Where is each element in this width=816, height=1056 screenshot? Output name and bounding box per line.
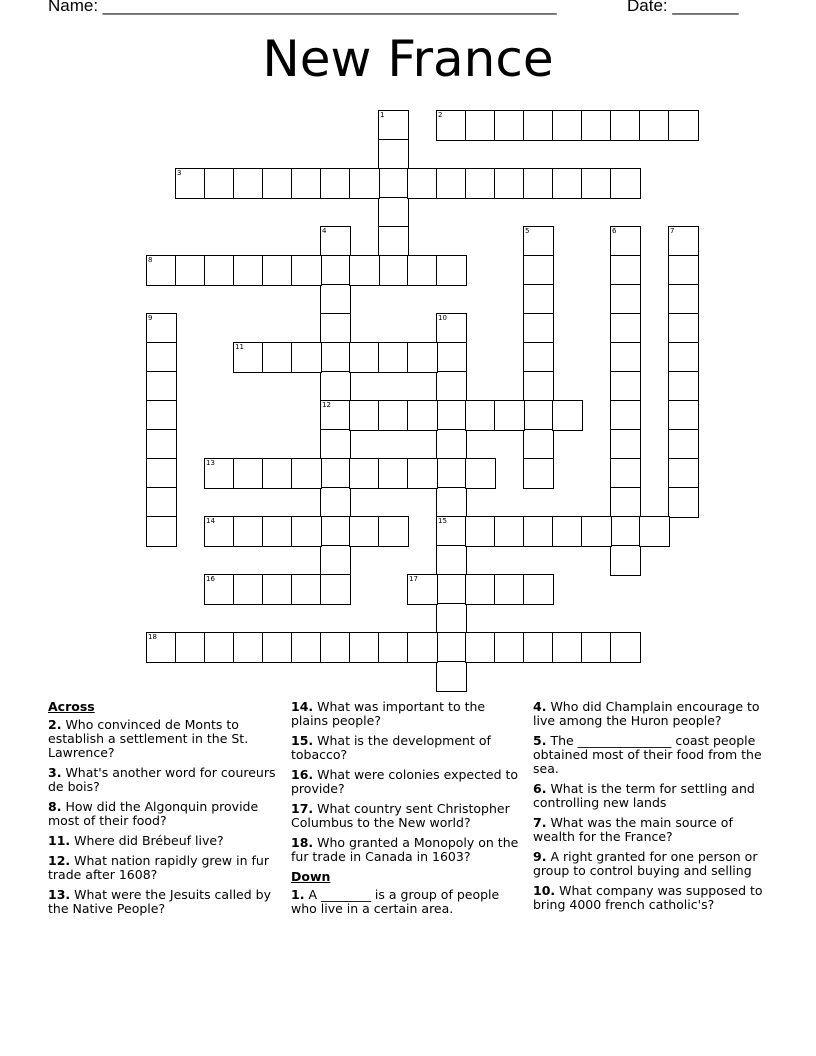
- grid-cell[interactable]: [320, 632, 351, 663]
- grid-cell[interactable]: [523, 516, 554, 547]
- grid-cell[interactable]: [407, 400, 438, 431]
- grid-cell[interactable]: [523, 400, 554, 431]
- page-title: New France: [262, 30, 554, 88]
- grid-cell[interactable]: [378, 139, 409, 170]
- grid-cell[interactable]: [378, 342, 409, 373]
- clue-column-2: [291, 700, 523, 922]
- grid-cell[interactable]: [523, 458, 554, 489]
- grid-cell[interactable]: [523, 255, 554, 286]
- clue-across-16: 16. What were colonies expected to provide?: [291, 767, 519, 796]
- grid-cell[interactable]: [639, 110, 670, 141]
- grid-cell[interactable]: [668, 313, 699, 344]
- grid-cell[interactable]: [610, 110, 641, 141]
- grid-cell[interactable]: [523, 632, 554, 663]
- clue-down-5: 5. The _______________ coast people obtained most of their food from the sea.: [533, 733, 762, 776]
- grid-cell[interactable]: [552, 168, 583, 199]
- name-field[interactable]: Name: ________________________________________________: [48, 0, 557, 15]
- grid-cell[interactable]: [175, 632, 206, 663]
- grid-cell[interactable]: [262, 632, 293, 663]
- grid-cell[interactable]: [465, 574, 496, 605]
- grid-cell[interactable]: [494, 110, 525, 141]
- grid-cell[interactable]: [610, 371, 641, 402]
- grid-cell[interactable]: [320, 342, 351, 373]
- grid-cell[interactable]: [204, 574, 235, 605]
- grid-cell[interactable]: [436, 661, 467, 692]
- grid-cell[interactable]: [523, 342, 554, 373]
- grid-cell[interactable]: [320, 226, 351, 257]
- grid-cell[interactable]: [436, 458, 467, 489]
- grid-cell[interactable]: [146, 313, 177, 344]
- grid-cell[interactable]: [523, 284, 554, 315]
- clue-number: 8: [148, 256, 153, 264]
- grid-cell[interactable]: [378, 632, 409, 663]
- clue-number: 4: [322, 227, 327, 235]
- grid-cell[interactable]: [320, 429, 351, 460]
- date-field[interactable]: Date: _______: [627, 0, 739, 15]
- grid-cell[interactable]: [349, 632, 380, 663]
- clue-column-1: [48, 700, 280, 922]
- grid-cell[interactable]: [668, 371, 699, 402]
- grid-cell[interactable]: [378, 516, 409, 547]
- grid-cell[interactable]: [668, 342, 699, 373]
- grid-cell[interactable]: [668, 284, 699, 315]
- grid-cell[interactable]: [465, 632, 496, 663]
- grid-cell[interactable]: [494, 400, 525, 431]
- grid-cell[interactable]: [349, 255, 380, 286]
- grid-cell[interactable]: [610, 487, 641, 518]
- grid-cell[interactable]: [320, 545, 351, 576]
- grid-cell[interactable]: [175, 168, 206, 199]
- clue-number: 9: [148, 314, 153, 322]
- grid-cell[interactable]: [262, 168, 293, 199]
- grid-cell[interactable]: [523, 429, 554, 460]
- grid-cell[interactable]: [639, 516, 670, 547]
- grid-cell[interactable]: [436, 516, 467, 547]
- grid-cell[interactable]: [320, 458, 351, 489]
- grid-cell[interactable]: [204, 632, 235, 663]
- grid-cell[interactable]: [494, 168, 525, 199]
- grid-cell[interactable]: [610, 516, 641, 547]
- grid-cell[interactable]: [262, 516, 293, 547]
- clue-across-11: 11. Where did Brébeuf live?: [48, 833, 224, 848]
- grid-cell[interactable]: [146, 429, 177, 460]
- grid-cell[interactable]: [494, 632, 525, 663]
- clue-number: 11: [235, 343, 244, 351]
- grid-cell[interactable]: [436, 313, 467, 344]
- grid-cell[interactable]: [378, 168, 409, 199]
- across-heading: Across: [48, 699, 95, 714]
- grid-cell[interactable]: [233, 255, 264, 286]
- grid-cell[interactable]: [291, 516, 322, 547]
- grid-cell[interactable]: [610, 632, 641, 663]
- grid-cell[interactable]: [291, 342, 322, 373]
- grid-cell[interactable]: [262, 574, 293, 605]
- grid-cell[interactable]: [320, 487, 351, 518]
- grid-cell[interactable]: [204, 516, 235, 547]
- grid-cell[interactable]: [204, 458, 235, 489]
- grid-cell[interactable]: [465, 168, 496, 199]
- grid-cell[interactable]: [494, 516, 525, 547]
- grid-cell[interactable]: [233, 342, 264, 373]
- grid-cell[interactable]: [465, 110, 496, 141]
- grid-cell[interactable]: [291, 168, 322, 199]
- grid-cell[interactable]: [146, 342, 177, 373]
- grid-cell[interactable]: [378, 197, 409, 228]
- clue-across-14: 14. What was important to the plains people?: [291, 699, 486, 728]
- grid-cell[interactable]: [523, 371, 554, 402]
- grid-cell[interactable]: [146, 400, 177, 431]
- grid-cell[interactable]: [581, 110, 612, 141]
- clue-across-2: 2. Who convinced de Monts to establish a settlement in the St. Lawrence?: [48, 717, 249, 760]
- grid-cell[interactable]: [349, 400, 380, 431]
- clue-number: 7: [670, 227, 675, 235]
- clue-across-18: 18. Who granted a Monopoly on the fur trade in Canada in 1603?: [291, 835, 519, 864]
- grid-cell[interactable]: [523, 168, 554, 199]
- grid-cell[interactable]: [320, 371, 351, 402]
- grid-cell[interactable]: [610, 458, 641, 489]
- clue-across-8: 8. How did the Algonquin provide most of their food?: [48, 799, 259, 828]
- clue-number: 17: [409, 575, 418, 583]
- clue-number: 16: [206, 575, 215, 583]
- clue-number: 6: [612, 227, 617, 235]
- grid-cell[interactable]: [552, 400, 583, 431]
- clue-across-12: 12. What nation rapidly grew in fur trade after 1608?: [48, 853, 269, 882]
- grid-cell[interactable]: [523, 313, 554, 344]
- grid-cell[interactable]: [291, 574, 322, 605]
- grid-cell[interactable]: [552, 110, 583, 141]
- grid-cell[interactable]: [436, 342, 467, 373]
- clue-number: 2: [438, 111, 443, 119]
- grid-cell[interactable]: [668, 110, 699, 141]
- grid-cell[interactable]: [320, 516, 351, 547]
- grid-cell[interactable]: [291, 632, 322, 663]
- clue-down-6: 6. What is the term for settling and controlling new lands: [533, 781, 755, 810]
- grid-cell[interactable]: [291, 458, 322, 489]
- grid-cell[interactable]: [436, 168, 467, 199]
- clue-across-13: 13. What were the Jesuits called by the Native People?: [48, 887, 271, 916]
- clue-number: 12: [322, 401, 331, 409]
- grid-cell[interactable]: [552, 516, 583, 547]
- grid-cell[interactable]: [465, 400, 496, 431]
- grid-cell[interactable]: [465, 516, 496, 547]
- grid-cell[interactable]: [146, 632, 177, 663]
- grid-cell[interactable]: [233, 632, 264, 663]
- grid-cell[interactable]: [668, 458, 699, 489]
- grid-cell[interactable]: [349, 168, 380, 199]
- grid-cell[interactable]: [262, 255, 293, 286]
- grid-cell[interactable]: [233, 516, 264, 547]
- grid-cell[interactable]: [436, 487, 467, 518]
- grid-cell[interactable]: [494, 574, 525, 605]
- grid-cell[interactable]: [407, 342, 438, 373]
- grid-cell[interactable]: [204, 255, 235, 286]
- grid-cell[interactable]: [233, 458, 264, 489]
- grid-cell[interactable]: [610, 226, 641, 257]
- clue-number: 18: [148, 633, 157, 641]
- grid-cell[interactable]: [581, 632, 612, 663]
- grid-cell[interactable]: [407, 255, 438, 286]
- grid-cell[interactable]: [610, 168, 641, 199]
- grid-cell[interactable]: [436, 110, 467, 141]
- clue-down-7: 7. What was the main source of wealth for the France?: [533, 815, 733, 844]
- clue-number: 13: [206, 459, 215, 467]
- grid-cell[interactable]: [320, 400, 351, 431]
- grid-cell[interactable]: [320, 168, 351, 199]
- grid-cell[interactable]: [581, 168, 612, 199]
- grid-cell[interactable]: [668, 226, 699, 257]
- grid-cell[interactable]: [407, 458, 438, 489]
- grid-cell[interactable]: [610, 400, 641, 431]
- grid-cell[interactable]: [436, 603, 467, 634]
- grid-cell[interactable]: [407, 168, 438, 199]
- down-heading: Down: [291, 869, 331, 884]
- grid-cell[interactable]: [378, 110, 409, 141]
- grid-cell[interactable]: [349, 458, 380, 489]
- grid-cell[interactable]: [320, 255, 351, 286]
- grid-cell[interactable]: [378, 255, 409, 286]
- grid-cell[interactable]: [610, 313, 641, 344]
- clue-across-3: 3. What's another word for coureurs de bois?: [48, 765, 276, 794]
- grid-cell[interactable]: [581, 516, 612, 547]
- grid-cell[interactable]: [146, 516, 177, 547]
- grid-cell[interactable]: [668, 429, 699, 460]
- grid-cell[interactable]: [610, 545, 641, 576]
- grid-cell[interactable]: [407, 574, 438, 605]
- grid-cell[interactable]: [668, 487, 699, 518]
- grid-cell[interactable]: [349, 342, 380, 373]
- clue-down-4: 4. Who did Champlain encourage to live among the Huron people?: [533, 699, 760, 728]
- grid-cell[interactable]: [436, 545, 467, 576]
- grid-cell[interactable]: [610, 284, 641, 315]
- clue-down-10: 10. What company was supposed to bring 4000 french catholic's?: [533, 883, 763, 912]
- clue-number: 1: [380, 111, 385, 119]
- grid-cell[interactable]: [523, 226, 554, 257]
- grid-cell[interactable]: [146, 255, 177, 286]
- grid-cell[interactable]: [233, 168, 264, 199]
- grid-cell[interactable]: [552, 632, 583, 663]
- grid-cell[interactable]: [610, 255, 641, 286]
- grid-cell[interactable]: [146, 458, 177, 489]
- grid-cell[interactable]: [465, 458, 496, 489]
- clue-number: 5: [525, 227, 530, 235]
- grid-cell[interactable]: [262, 458, 293, 489]
- grid-cell[interactable]: [262, 342, 293, 373]
- grid-cell[interactable]: [378, 458, 409, 489]
- clue-column-3: [533, 700, 765, 918]
- clue-down-1: 1. A ________ is a group of people who live in a certain area.: [291, 887, 500, 916]
- clue-across-15: 15. What is the development of tobacco?: [291, 733, 491, 762]
- grid-cell[interactable]: [523, 110, 554, 141]
- clue-number: 10: [438, 314, 447, 322]
- grid-cell[interactable]: [436, 574, 467, 605]
- grid-cell[interactable]: [668, 400, 699, 431]
- grid-cell[interactable]: [320, 313, 351, 344]
- grid-cell[interactable]: [146, 371, 177, 402]
- grid-cell[interactable]: [610, 429, 641, 460]
- clue-down-9: 9. A right granted for one person or group to control buying and selling: [533, 849, 758, 878]
- grid-cell[interactable]: [610, 342, 641, 373]
- grid-cell[interactable]: [175, 255, 206, 286]
- clue-number: 3: [177, 169, 182, 177]
- grid-cell[interactable]: [436, 255, 467, 286]
- grid-cell[interactable]: [668, 255, 699, 286]
- grid-cell[interactable]: [436, 400, 467, 431]
- grid-cell[interactable]: [378, 400, 409, 431]
- grid-cell[interactable]: [349, 516, 380, 547]
- grid-cell[interactable]: [233, 574, 264, 605]
- grid-cell[interactable]: [407, 632, 438, 663]
- grid-cell[interactable]: [291, 255, 322, 286]
- grid-cell[interactable]: [320, 284, 351, 315]
- grid-cell[interactable]: [146, 487, 177, 518]
- grid-cell[interactable]: [436, 632, 467, 663]
- grid-cell[interactable]: [523, 574, 554, 605]
- grid-cell[interactable]: [204, 168, 235, 199]
- grid-cell[interactable]: [436, 429, 467, 460]
- grid-cell[interactable]: [378, 226, 409, 257]
- clue-across-17: 17. What country sent Christopher Columbus to the New world?: [291, 801, 510, 830]
- clue-number: 14: [206, 517, 215, 525]
- grid-cell[interactable]: [436, 371, 467, 402]
- grid-cell[interactable]: [320, 574, 351, 605]
- clue-number: 15: [438, 517, 447, 525]
